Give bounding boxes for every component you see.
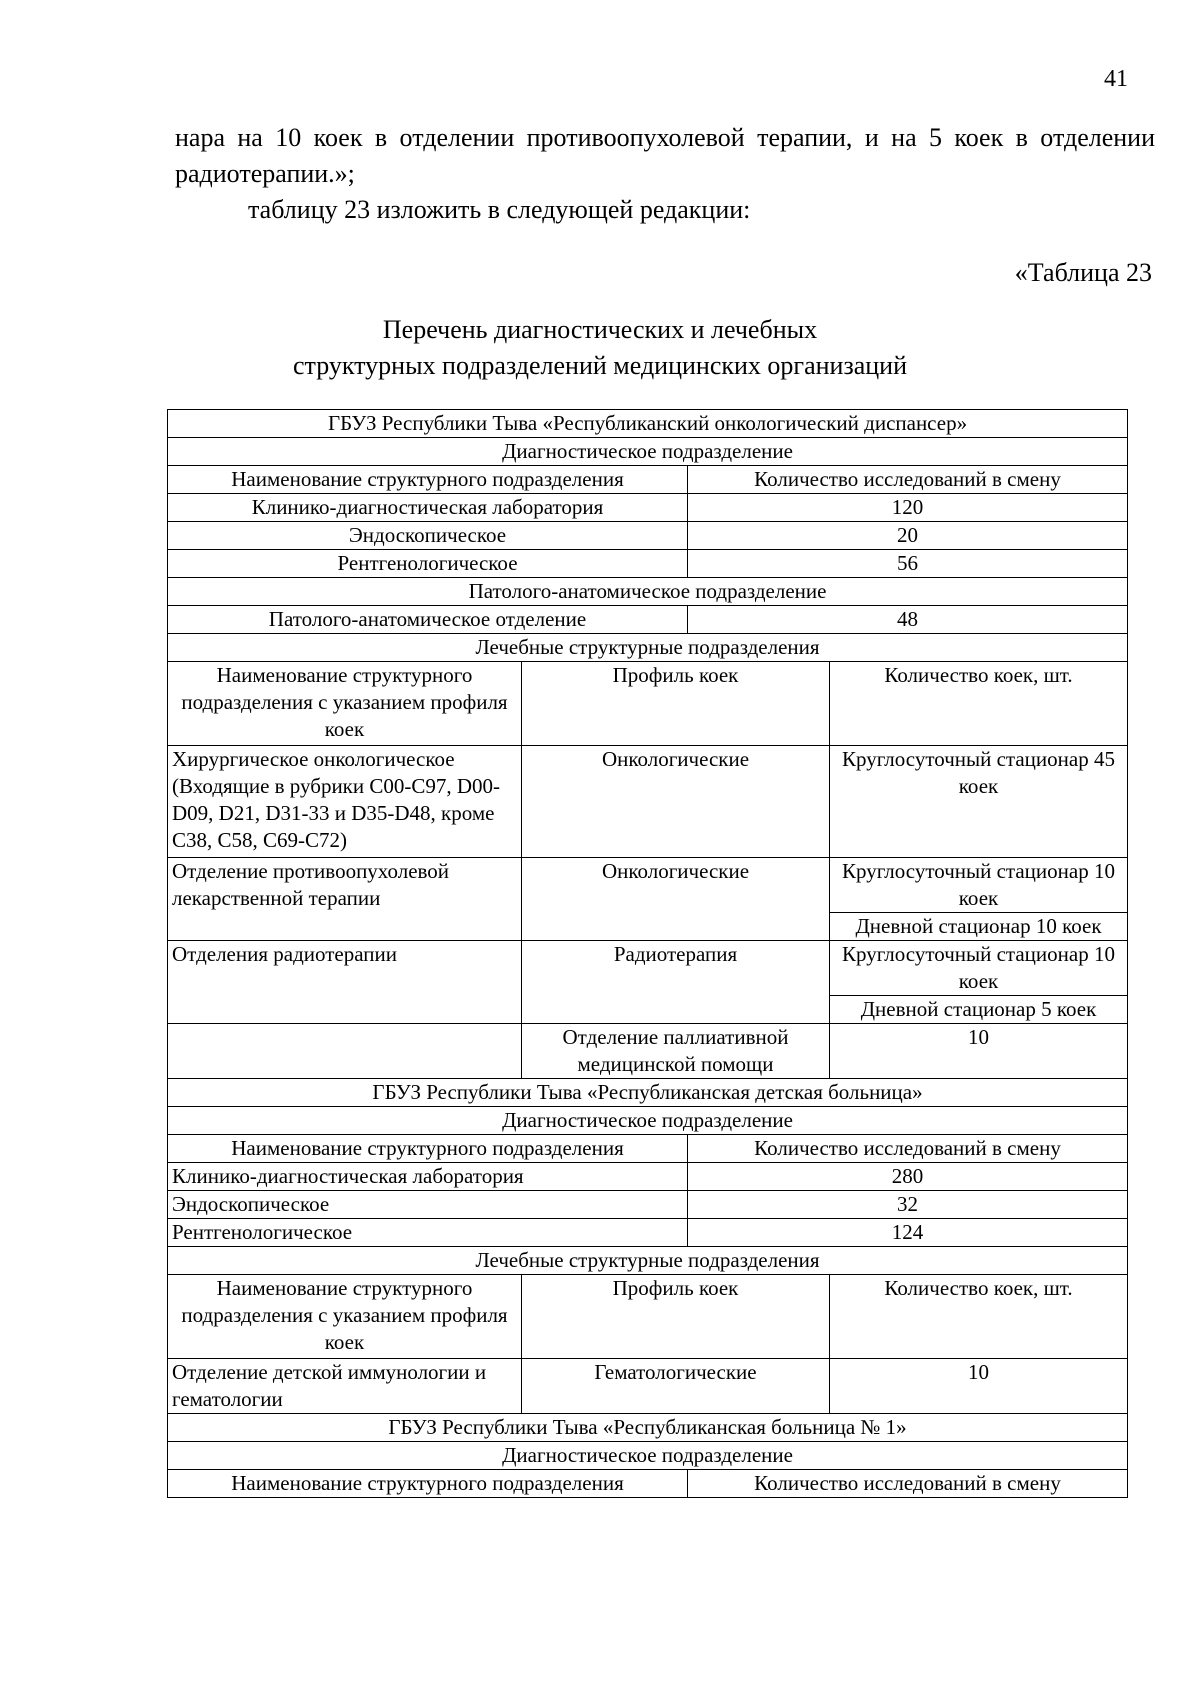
table-row — [168, 494, 1128, 522]
column-header-row — [168, 1275, 1128, 1359]
unit-count: 56 — [688, 550, 1128, 578]
page-number: 41 — [1104, 66, 1128, 92]
column-header-row — [168, 662, 1128, 746]
col-header-unit-name: Наименование структурного подразделения с указанием профиля коек — [168, 1275, 522, 1359]
pathology-section-header: Патолого-анатомическое подразделение — [168, 578, 1128, 606]
section-header-row — [168, 438, 1128, 466]
table-title — [0, 312, 1200, 384]
col-header-name: Наименование структурного подразделения — [168, 466, 688, 494]
bed-profile: Гематологические — [522, 1359, 830, 1414]
unit-name: Клинико-диагностическая лаборатория — [168, 494, 688, 522]
bed-count: 10 — [830, 1359, 1128, 1414]
diagnostic-section-header: Диагностическое подразделение — [168, 438, 1128, 466]
table-row — [168, 1163, 1128, 1191]
bed-count: Круглосуточный стационар 45 коек — [830, 746, 1128, 858]
col-header-bed-count: Количество коек, шт. — [830, 1275, 1128, 1359]
table-row — [168, 1191, 1128, 1219]
intro-paragraph: нара на 10 коек в отделении противоопухолевой терапии, и на 5 коек в отделении радиотерапии.»; — [175, 123, 1155, 188]
title-line-1: Перечень диагностических и лечебных — [382, 315, 818, 344]
bed-profile: Онкологические — [522, 858, 830, 941]
section-header-row — [168, 1442, 1128, 1470]
unit-count: 124 — [688, 1219, 1128, 1247]
structural-units-table — [167, 409, 1128, 1498]
unit-count: 32 — [688, 1191, 1128, 1219]
unit-count: 48 — [688, 606, 1128, 634]
unit-name: Отделение детской иммунологии и гематологии — [168, 1359, 522, 1414]
section-header-row — [168, 1107, 1128, 1135]
column-header-row — [168, 1135, 1128, 1163]
unit-name — [168, 1024, 522, 1079]
unit-name: Клинико-диагностическая лаборатория — [168, 1163, 688, 1191]
table-row — [168, 1359, 1128, 1414]
org-header-row — [168, 1414, 1128, 1442]
org-name: ГБУЗ Республики Тыва «Республиканский онкологический диспансер» — [168, 410, 1128, 438]
col-header-count: Количество исследований в смену — [688, 1470, 1128, 1498]
col-header-bed-profile: Профиль коек — [522, 662, 830, 746]
bed-profile: Радиотерапия — [522, 941, 830, 1024]
org-name: ГБУЗ Республики Тыва «Республиканская больница № 1» — [168, 1414, 1128, 1442]
col-header-bed-profile: Профиль коек — [522, 1275, 830, 1359]
diagnostic-section-header: Диагностическое подразделение — [168, 1442, 1128, 1470]
table-row — [168, 941, 1128, 996]
bed-count: Круглосуточный стационар 10 коек — [830, 941, 1128, 996]
unit-count: 120 — [688, 494, 1128, 522]
col-header-name: Наименование структурного подразделения — [168, 1135, 688, 1163]
unit-name: Хирургическое онкологическое (Входящие в рубрики С00-С97, D00-D09, D21, D31-33 и D35-D48, кроме С38, С58, С69-С72) — [168, 746, 522, 858]
col-header-count: Количество исследований в смену — [688, 466, 1128, 494]
bed-count: 10 — [830, 1024, 1128, 1079]
col-header-name: Наименование структурного подразделения — [168, 1470, 688, 1498]
table-row — [168, 606, 1128, 634]
table-row — [168, 746, 1128, 858]
unit-count: 280 — [688, 1163, 1128, 1191]
unit-name: Патолого-анатомическое отделение — [168, 606, 688, 634]
section-header-row — [168, 634, 1128, 662]
unit-name: Отделение противоопухолевой лекарственной терапии — [168, 858, 522, 941]
table-row — [168, 858, 1128, 913]
diagnostic-section-header: Диагностическое подразделение — [168, 1107, 1128, 1135]
table-row — [168, 550, 1128, 578]
bed-profile: Отделение паллиативной медицинской помощи — [522, 1024, 830, 1079]
unit-name: Рентгенологическое — [168, 550, 688, 578]
unit-name: Рентгенологическое — [168, 1219, 688, 1247]
col-header-unit-name: Наименование структурного подразделения с указанием профиля коек — [168, 662, 522, 746]
column-header-row — [168, 1470, 1128, 1498]
unit-count: 20 — [688, 522, 1128, 550]
org-name: ГБУЗ Республики Тыва «Республиканская детская больница» — [168, 1079, 1128, 1107]
table-row — [168, 522, 1128, 550]
col-header-count: Количество исследований в смену — [688, 1135, 1128, 1163]
bed-profile: Онкологические — [522, 746, 830, 858]
title-line-2: структурных подразделений медицинских организаций — [292, 351, 908, 380]
section-header-row — [168, 1247, 1128, 1275]
table-row — [168, 1219, 1128, 1247]
table-row — [168, 1024, 1128, 1079]
treatment-section-header: Лечебные структурные подразделения — [168, 634, 1128, 662]
treatment-section-header: Лечебные структурные подразделения — [168, 1247, 1128, 1275]
column-header-row — [168, 466, 1128, 494]
bed-count: Дневной стационар 10 коек — [830, 913, 1128, 941]
table-reference: «Таблица 23 — [1014, 258, 1152, 287]
bed-count: Дневной стационар 5 коек — [830, 996, 1128, 1024]
instruction-paragraph: таблицу 23 изложить в следующей редакции: — [248, 195, 751, 224]
unit-name: Отделения радиотерапии — [168, 941, 522, 1024]
unit-name: Эндоскопическое — [168, 522, 688, 550]
org-header-row — [168, 410, 1128, 438]
org-header-row — [168, 1079, 1128, 1107]
section-header-row — [168, 578, 1128, 606]
col-header-bed-count: Количество коек, шт. — [830, 662, 1128, 746]
bed-count: Круглосуточный стационар 10 коек — [830, 858, 1128, 913]
unit-name: Эндоскопическое — [168, 1191, 688, 1219]
